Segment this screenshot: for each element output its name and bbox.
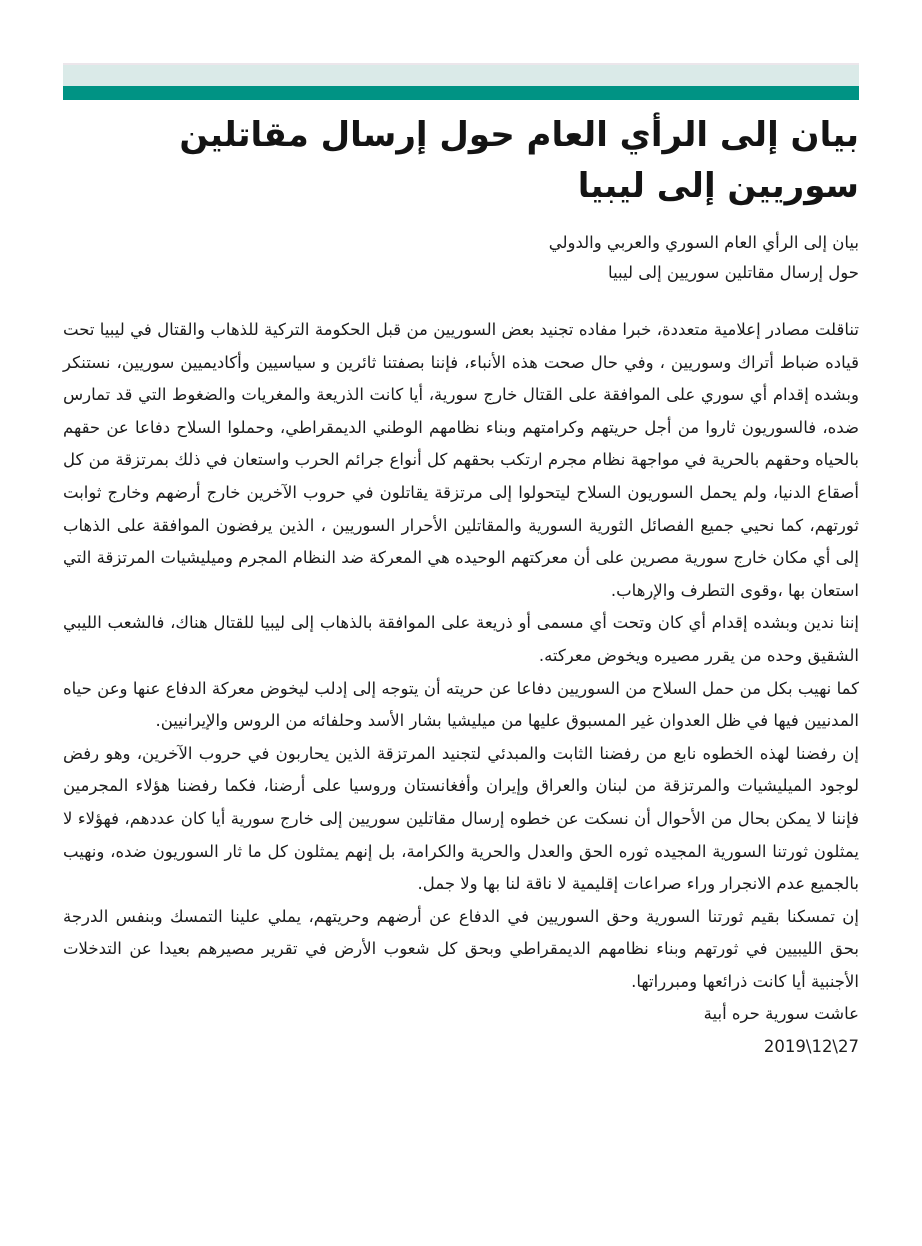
statement-paragraph-2: إننا ندين وبشده إقدام أي كان وتحت أي مسمى أو ذريعة على الموافقة بالذهاب إلى ليبيا للقتال هناك، فالشعب الليبي الشقيق وحده من يقرر مصيره ويخوض معركته. [63,613,859,665]
statement-date-line [63,1031,859,1064]
statement-title: بيان إلى الرأي العام حول إرسال مقاتلين سوريين إلى ليبيا [179,115,859,206]
statement-paragraph-5: إن تمسكنا بقيم ثورتنا السورية وحق السوريين في الدفاع عن أرضهم وحريتهم، يملي علينا التمسك وبنفس الدرجة بحق الليبيين في ثورتهم وبناء نظامهم الديمقراطي وبحق كل شعوب الأرض في تقرير مصيرهم بعيدا عن التدخلات الأجنبية أيا كانت ذرائعها ومبرراتها. [63,906,859,991]
statement-subject-line: حول إرسال مقاتلين سوريين إلى ليبيا [608,263,859,282]
statement-date: 2019\12\27 [763,1037,859,1057]
header-accent-light-bar [63,63,859,86]
statement-body [63,314,859,1064]
statement-subtitle [63,228,859,288]
statement-paragraph-1: تناقلت مصادر إعلامية متعددة، خبرا مفاده تجنيد بعض السوريين من قبل الحكومة التركية للذهاب والقتال في ليبيا تحت قياده ضباط أتراك وسوريين ، وفي حال صحت هذه الأنباء، فإننا بصفتنا ثائرين و سياسيين وأكاديميين سوريين، نستنكر وبشده إقدام أي سوري على الموافقة على القتال خارج سورية، أيا كانت الذريعة والمغريات والضغوط التي قد تمارس ضده، فالسوريون ثاروا من أجل حريتهم وكرامتهم وبناء نظامهم الوطني الديمقراطي، وحملوا السلاح دفاعا عن حقهم بالحياه وحقهم بالحرية في مواجهة نظام مجرم ارتكب بحقهم كل أنواع جرائم الحرب واستعان في ذلك بمرتزقة من كل أصقاع الدنيا، ولم يحمل السوريون السلاح ليتحولوا إلى مرتزقة يقاتلون في حروب الآخرين خارج أرضهم وخارج ثوابت ثورتهم، كما نحيي جميع الفصائل الثورية السورية والمقاتلين الأحرار السوريين ، الذين يرفضون الموافقة على الذهاب إلى أي مكان خارج سورية مصرين على أن معركتهم الوحيده هي المعركة ضد النظام المجرم وميليشيات المرتزقة التي استعان بها ،وقوى التطرف والإرهاب. [63,320,859,600]
statement-recipient-line: بيان إلى الرأي العام السوري والعربي والدولي [548,233,859,252]
signature-line: عاشت سورية حره أبية [703,1004,859,1024]
header-accent-dark-bar [63,86,859,100]
header-accent [63,63,859,100]
statement-paragraph-4: إن رفضنا لهذه الخطوه نابع من رفضنا الثابت والمبدئي لتجنيد المرتزقة الذين يحاربون في حروب الآخرين، وهو رفض لوجود الميليشيات والمرتزقة من لبنان والعراق وإيران وأفغانستان وروسيا على أرضنا، فكما رفضنا هؤلاء المجرمين فإننا لا يمكن بحال من الأحوال أن نسكت عن خطوه إرسال مقاتلين سوريين إلى خارج سورية أيا كان عددهم، فهؤلاء لا يمثلون ثورتنا السورية المجيده ثوره الحق والعدل والحرية والكرامة، بل إنهم يمثلون كل ما ثار السوريون ضده، ونهيب بالجميع عدم الانجرار وراء صراعات إقليمية لا ناقة لنا بها ولا جمل. [63,743,859,894]
statement-paragraph-3: كما نهيب بكل من حمل السلاح من السوريين دفاعا عن حريته أن يتوجه إلى إدلب ليخوض معركة الدفاع عنها وعن حياه المدنيين فيها في ظل العدوان غير المسبوق عليها من ميليشيا بشار الأسد وحلفائه من الروس والإيرانيين. [63,678,859,731]
